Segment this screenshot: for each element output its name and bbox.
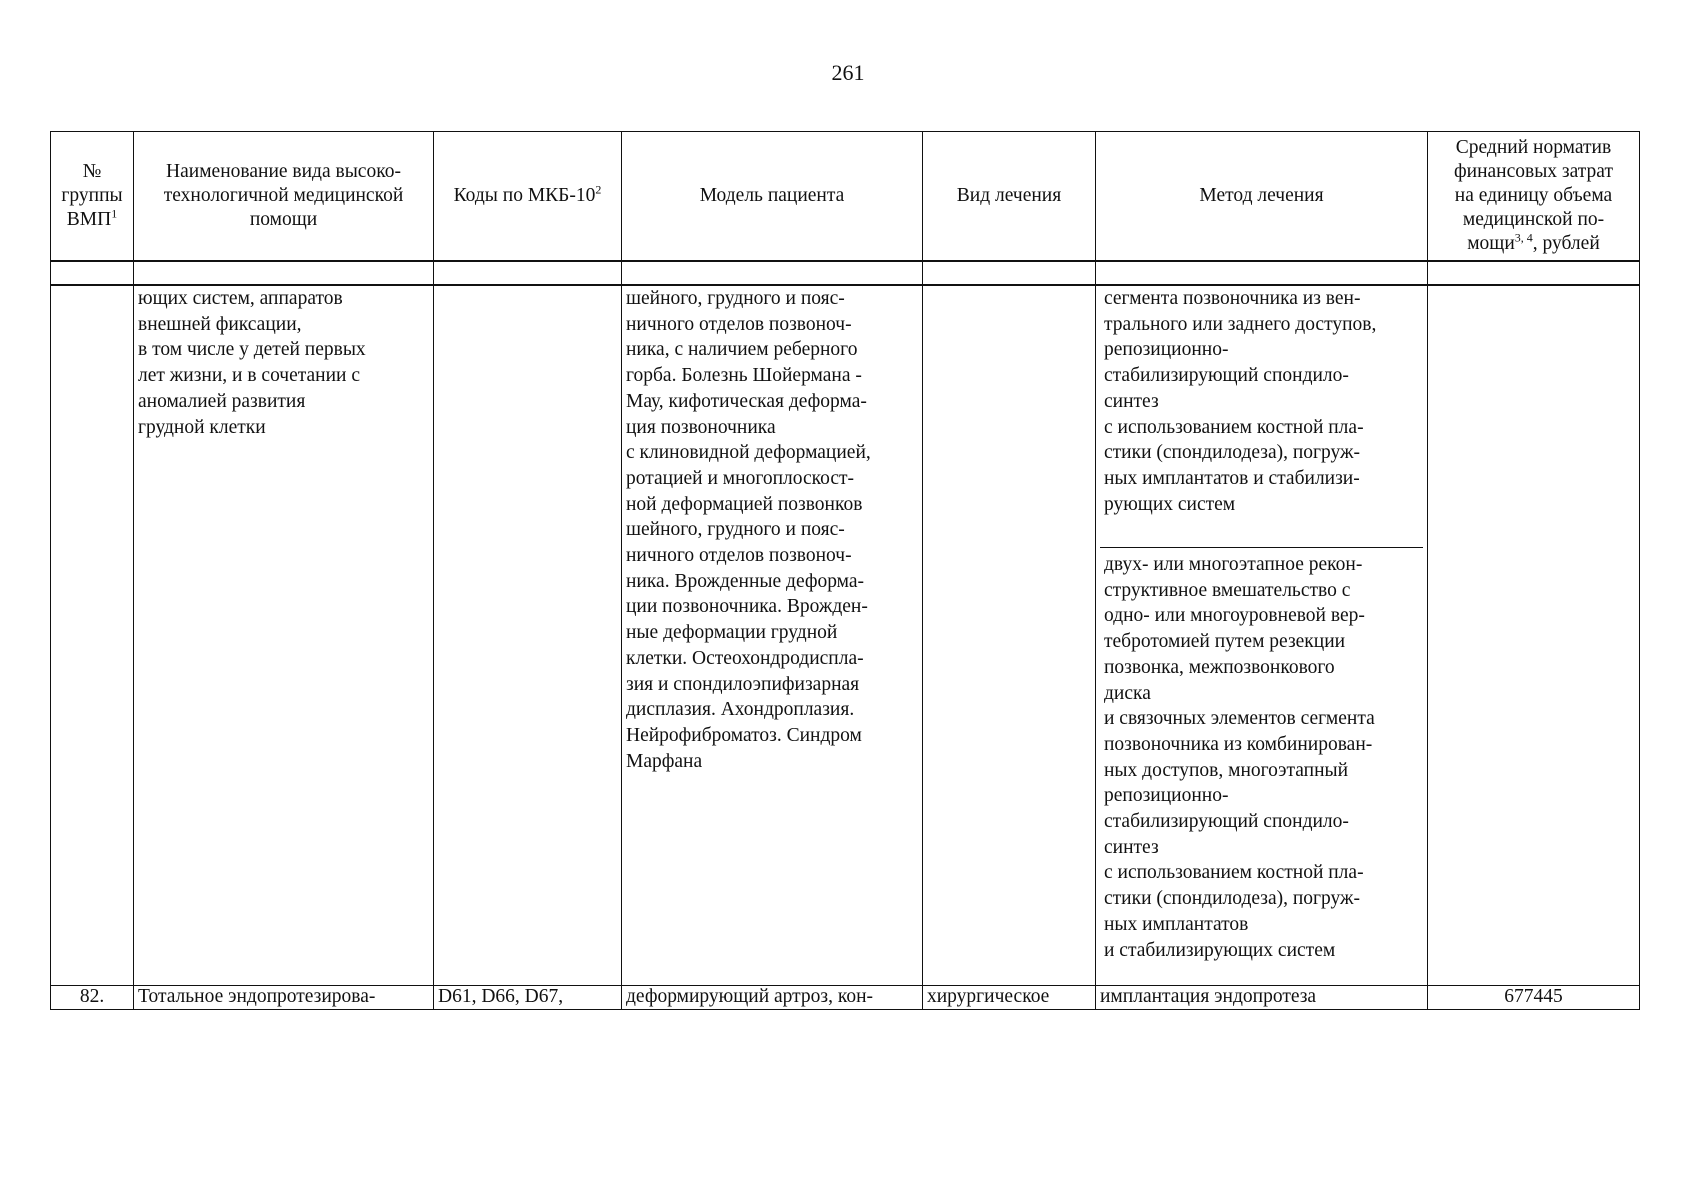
header-cost: Средний норматив финансовых затрат на единицу объема медицинской по- мощи$^{3, 4}$, рублей (1428, 132, 1640, 262)
empty-row (51, 261, 1640, 285)
cell-patient-model: деформирующий артроз, кон- (622, 985, 923, 1009)
cell-treatment-type (923, 285, 1096, 985)
header-row (51, 132, 1640, 262)
method-block: двух- или многоэтапное рекон- структивное вмешательство с одно- или многоуровневой вер- тебротомией путем резекции позвонка, межпозвонкового диска и связочных элементов сегмента позвоночника из комбинирован- ных доступов, многоэтапный репозиционно- стабилизирующий спондило- синтез с использованием костной пла- стики (спондилодеза), погруж- ных имплантатов и стабилизирующих систем (1104, 554, 1375, 961)
table-row (51, 985, 1640, 1009)
cell-name: Тотальное эндопротезирова- (134, 985, 434, 1009)
cell-cost: 677445 (1428, 985, 1640, 1009)
cell-icd-codes: D61, D66, D67, (434, 985, 622, 1009)
header-group-no: № группы ВМП$^1$ (51, 132, 134, 262)
cell-group-no (51, 285, 134, 985)
cell-treatment-method: имплантация эндопротеза (1096, 985, 1428, 1009)
header-name: Наименование вида высоко- технологичной медицинской помощи (134, 132, 434, 262)
cell-cost (1428, 285, 1640, 985)
header-patient-model: Модель пациента (622, 132, 923, 262)
vmp-table (50, 131, 1640, 1010)
method-block: сегмента позвоночника из вен- трального или заднего доступов, репозиционно- стабилизирующий спондило- синтез с использованием костной пла- стики (спондилодеза), погруж- ных имплантатов и стабилизи- рующих систем (1100, 286, 1423, 548)
header-icd-codes: Коды по МКБ-$10^2$ (434, 132, 622, 262)
cell-treatment-type: хирургическое (923, 985, 1096, 1009)
table-row (51, 285, 1640, 985)
cell-treatment-method (1096, 285, 1428, 985)
cell-patient-model: шейного, грудного и пояс- ничного отделов позвоноч- ника, с наличием реберного горба. Болезнь Шойермана - Мау, кифотическая деформа- ция позвоночника с клиновидной деформацией, ротацией и многоплоскост- ной деформацией позвонков шейного, грудного и пояс- ничного отделов позвоноч- ника. Врожденные деформа- ции позвоночника. Врожден- ные деформации грудной клетки. Остеохондродиспла- зия и спондилоэпифизарная дисплазия. Ахондроплазия. Нейрофиброматоз. Синдром Марфана (622, 285, 923, 985)
cell-icd-codes (434, 285, 622, 985)
cell-group-no: 82. (51, 985, 134, 1009)
header-treatment-method: Метод лечения (1096, 132, 1428, 262)
header-treatment-type: Вид лечения (923, 132, 1096, 262)
cell-name: ющих систем, аппаратов внешней фиксации, в том числе у детей первых лет жизни, и в сочетании с аномалией развития грудной клетки (134, 285, 434, 985)
page-number: 261 (831, 60, 865, 85)
